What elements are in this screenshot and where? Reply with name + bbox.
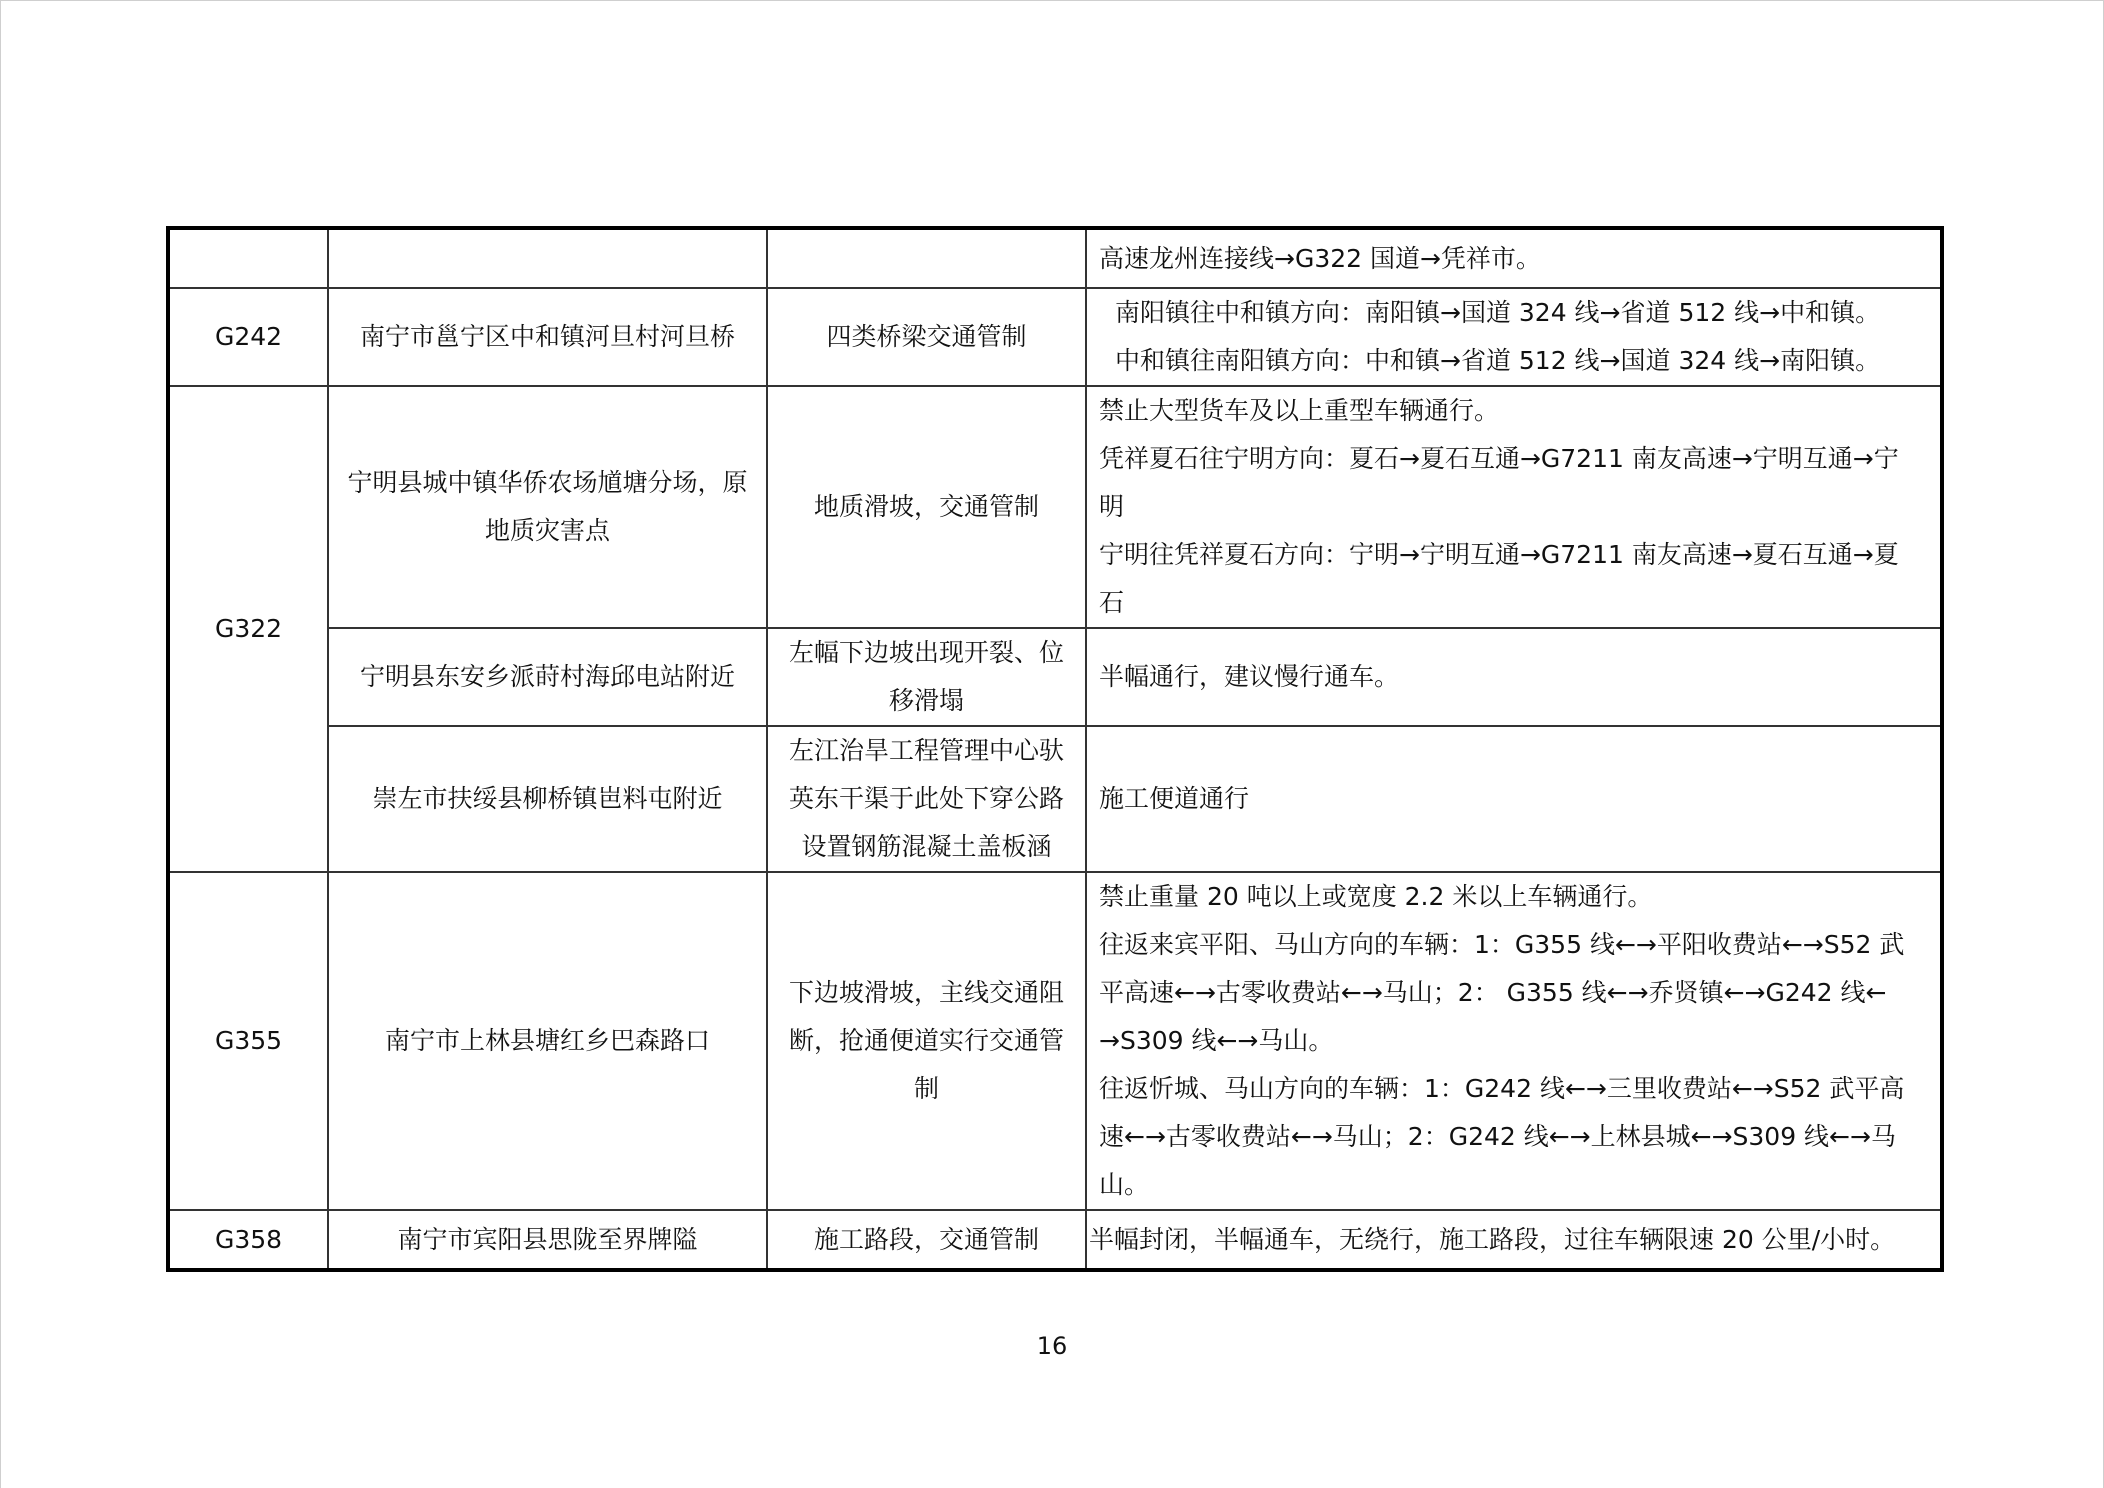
detour-line: 往返忻城、马山方向的车辆：1：G242 线←→三里收费站←→S52 武平高: [1099, 1074, 1905, 1103]
detour-line: 凭祥夏石往宁明方向：夏石→夏石互通→G7211 南友高速→宁明互通→宁: [1099, 444, 1899, 473]
location-cell: 宁明县东安乡派莳村海邱电站附近: [328, 628, 767, 726]
table-row: [168, 628, 1942, 726]
road-cell: [168, 228, 328, 288]
detour-cell: [1086, 386, 1942, 628]
road-cell: G358: [168, 1210, 328, 1270]
detour-line: 南阳镇往中和镇方向：南阳镇→国道 324 线→省道 512 线→中和镇。: [1115, 298, 1881, 327]
table-row: [168, 386, 1942, 628]
road-cell: G242: [168, 288, 328, 386]
detour-line: 中和镇往南阳镇方向：中和镇→省道 512 线→国道 324 线→南阳镇。: [1115, 346, 1881, 375]
detour-line: 施工便道通行: [1099, 784, 1250, 813]
page-number: 16: [1036, 1332, 1068, 1360]
table-row: [168, 228, 1942, 288]
detour-line: 明: [1099, 492, 1125, 521]
detour-line: 禁止大型货车及以上重型车辆通行。: [1099, 396, 1500, 425]
location-cell: 南宁市邕宁区中和镇河旦村河旦桥: [328, 288, 767, 386]
detour-line: →S309 线←→马山。: [1099, 1026, 1334, 1055]
detour-cell: [1086, 288, 1942, 386]
detour-cell: [1086, 872, 1942, 1210]
detour-line: 高速龙州连接线→G322 国道→凭祥市。: [1099, 243, 1541, 273]
table-row: [168, 726, 1942, 872]
location-cell: 崇左市扶绥县柳桥镇岜料屯附近: [328, 726, 767, 872]
detour-line: 禁止重量 20 吨以上或宽度 2.2 米以上车辆通行。: [1099, 882, 1653, 911]
reason-cell: 地质滑坡，交通管制: [767, 386, 1086, 628]
detour-line: 石: [1099, 588, 1125, 617]
road-closure-table: [166, 226, 1944, 1272]
reason-cell: 施工路段，交通管制: [767, 1210, 1086, 1270]
table-row: [168, 1210, 1942, 1270]
detour-line: 平高速←→古零收费站←→马山；2： G355 线←→乔贤镇←→G242 线←: [1099, 978, 1887, 1007]
table-row: [168, 872, 1942, 1210]
detour-cell: [1086, 726, 1942, 872]
detour-line: 速←→古零收费站←→马山；2：G242 线←→上林县城←→S309 线←→马: [1099, 1122, 1896, 1151]
reason-cell: 四类桥梁交通管制: [767, 288, 1086, 386]
location-cell: 宁明县城中镇华侨农场馗塘分场，原地质灾害点: [328, 386, 767, 628]
location-cell: [328, 228, 767, 288]
reason-cell: 左幅下边坡出现开裂、位移滑塌: [767, 628, 1086, 726]
road-cell: G322: [168, 386, 328, 872]
detour-line: 半幅封闭，半幅通车，无绕行，施工路段，过往车辆限速 20 公里/小时。: [1089, 1224, 1896, 1254]
detour-line: 半幅通行，建议慢行通车。: [1099, 662, 1400, 691]
detour-cell: [1086, 628, 1942, 726]
page-edge: [0, 0, 2104, 1]
reason-cell: [767, 228, 1086, 288]
location-cell: 南宁市上林县塘红乡巴森路口: [328, 872, 767, 1210]
reason-cell: 左江治旱工程管理中心驮英东干渠于此处下穿公路设置钢筋混凝土盖板涵: [767, 726, 1086, 872]
detour-line: 宁明往凭祥夏石方向：宁明→宁明互通→G7211 南友高速→夏石互通→夏: [1099, 540, 1899, 569]
detour-cell: [1086, 1210, 1942, 1270]
table-row: [168, 288, 1942, 386]
location-cell: 南宁市宾阳县思陇至界牌隘: [328, 1210, 767, 1270]
detour-line: 山。: [1099, 1170, 1150, 1199]
road-cell: G355: [168, 872, 328, 1210]
detour-line: 往返来宾平阳、马山方向的车辆：1：G355 线←→平阳收费站←→S52 武: [1099, 930, 1905, 959]
reason-cell: 下边坡滑坡，主线交通阻断，抢通便道实行交通管制: [767, 872, 1086, 1210]
page-edge: [0, 0, 1, 1488]
detour-cell: [1086, 228, 1942, 288]
